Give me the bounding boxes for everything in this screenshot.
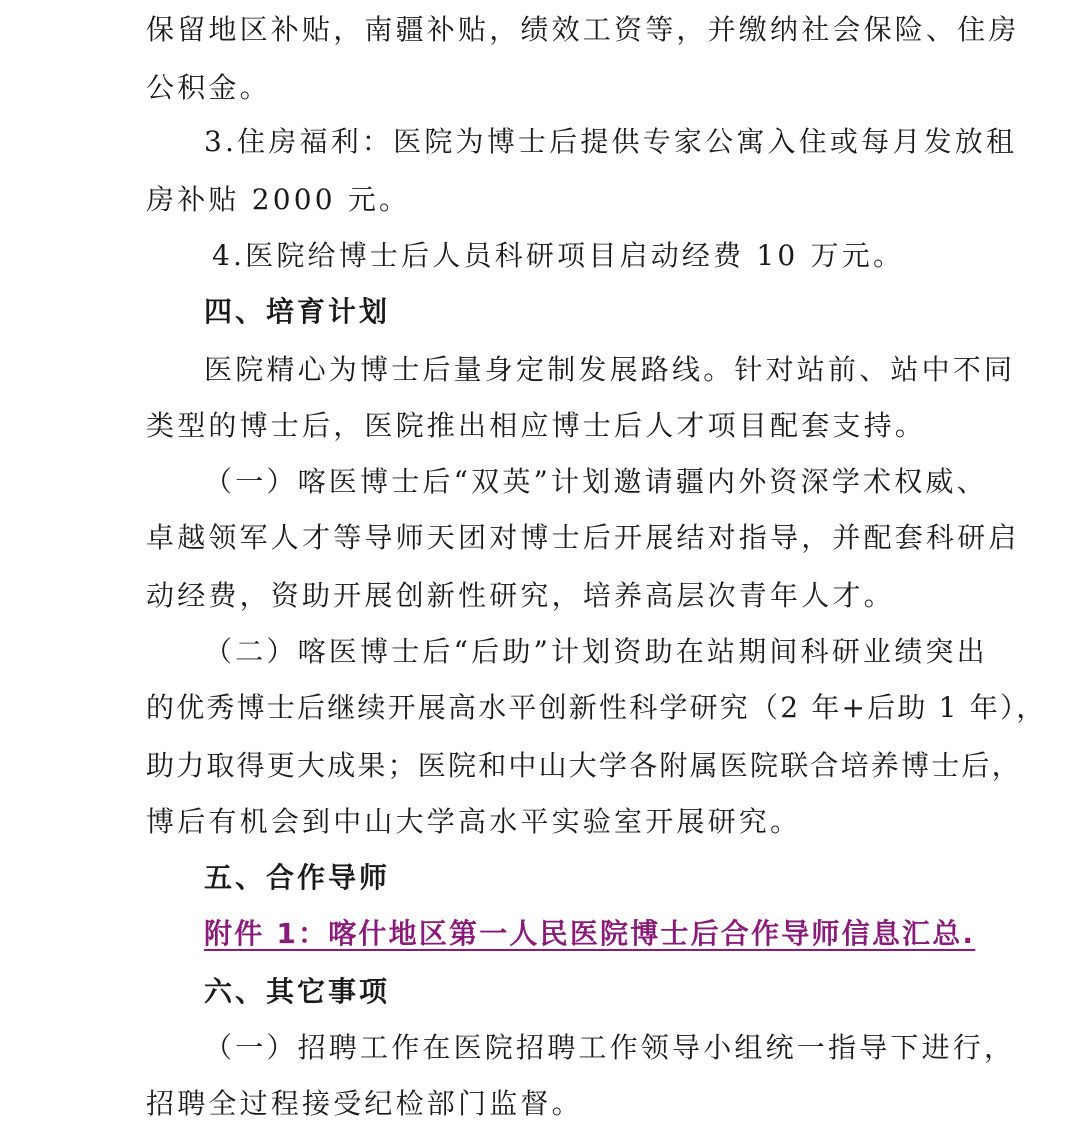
paragraph-line: 保留地区补贴，南疆补贴，绩效工资等，并缴纳社会保险、住房 xyxy=(146,13,1020,46)
paragraph-line: 公积金。 xyxy=(146,71,271,104)
paragraph-line: （一）招聘工作在医院招聘工作领导小组统一指导下进行， xyxy=(204,1031,1016,1064)
paragraph-line: 4.医院给博士后人员科研项目启动经费 10 万元。 xyxy=(212,239,905,272)
paragraph-line: 助力取得更大成果；医院和中山大学各附属医院联合培养博士后， xyxy=(146,749,1022,782)
section-heading: 五、合作导师 xyxy=(204,861,391,894)
paragraph-line: 类型的博士后，医院推出相应博士后人才项目配套支持。 xyxy=(146,409,927,442)
paragraph-line: 动经费，资助开展创新性研究，培养高层次青年人才。 xyxy=(146,579,895,612)
section-heading: 四、培育计划 xyxy=(204,295,391,328)
paragraph-line: 招聘全过程接受纪检部门监督。 xyxy=(146,1087,583,1120)
paragraph-line: （一）喀医博士后“双英”计划邀请疆内外资深学术权威、 xyxy=(204,465,988,498)
section-heading: 六、其它事项 xyxy=(204,975,391,1008)
attachment-link[interactable]: 附件 1：喀什地区第一人民医院博士后合作导师信息汇总. xyxy=(204,917,976,950)
paragraph-line: 博后有机会到中山大学高水平实验室开展研究。 xyxy=(146,805,802,838)
paragraph-line: 卓越领军人才等导师天团对博士后开展结对指导，并配套科研启 xyxy=(146,521,1020,554)
paragraph-line: 房补贴 2000 元。 xyxy=(146,183,411,216)
paragraph-line: 3.住房福利：医院为博士后提供专家公寓入住或每月发放租 xyxy=(204,125,1018,158)
paragraph-line: （二）喀医博士后“后助”计划资助在站期间科研业绩突出 xyxy=(204,635,988,668)
paragraph-line: 的优秀博士后继续开展高水平创新性科学研究（2 年+后助 1 年）， xyxy=(146,691,1047,724)
paragraph-line: 医院精心为博士后量身定制发展路线。针对站前、站中不同 xyxy=(204,353,1016,386)
